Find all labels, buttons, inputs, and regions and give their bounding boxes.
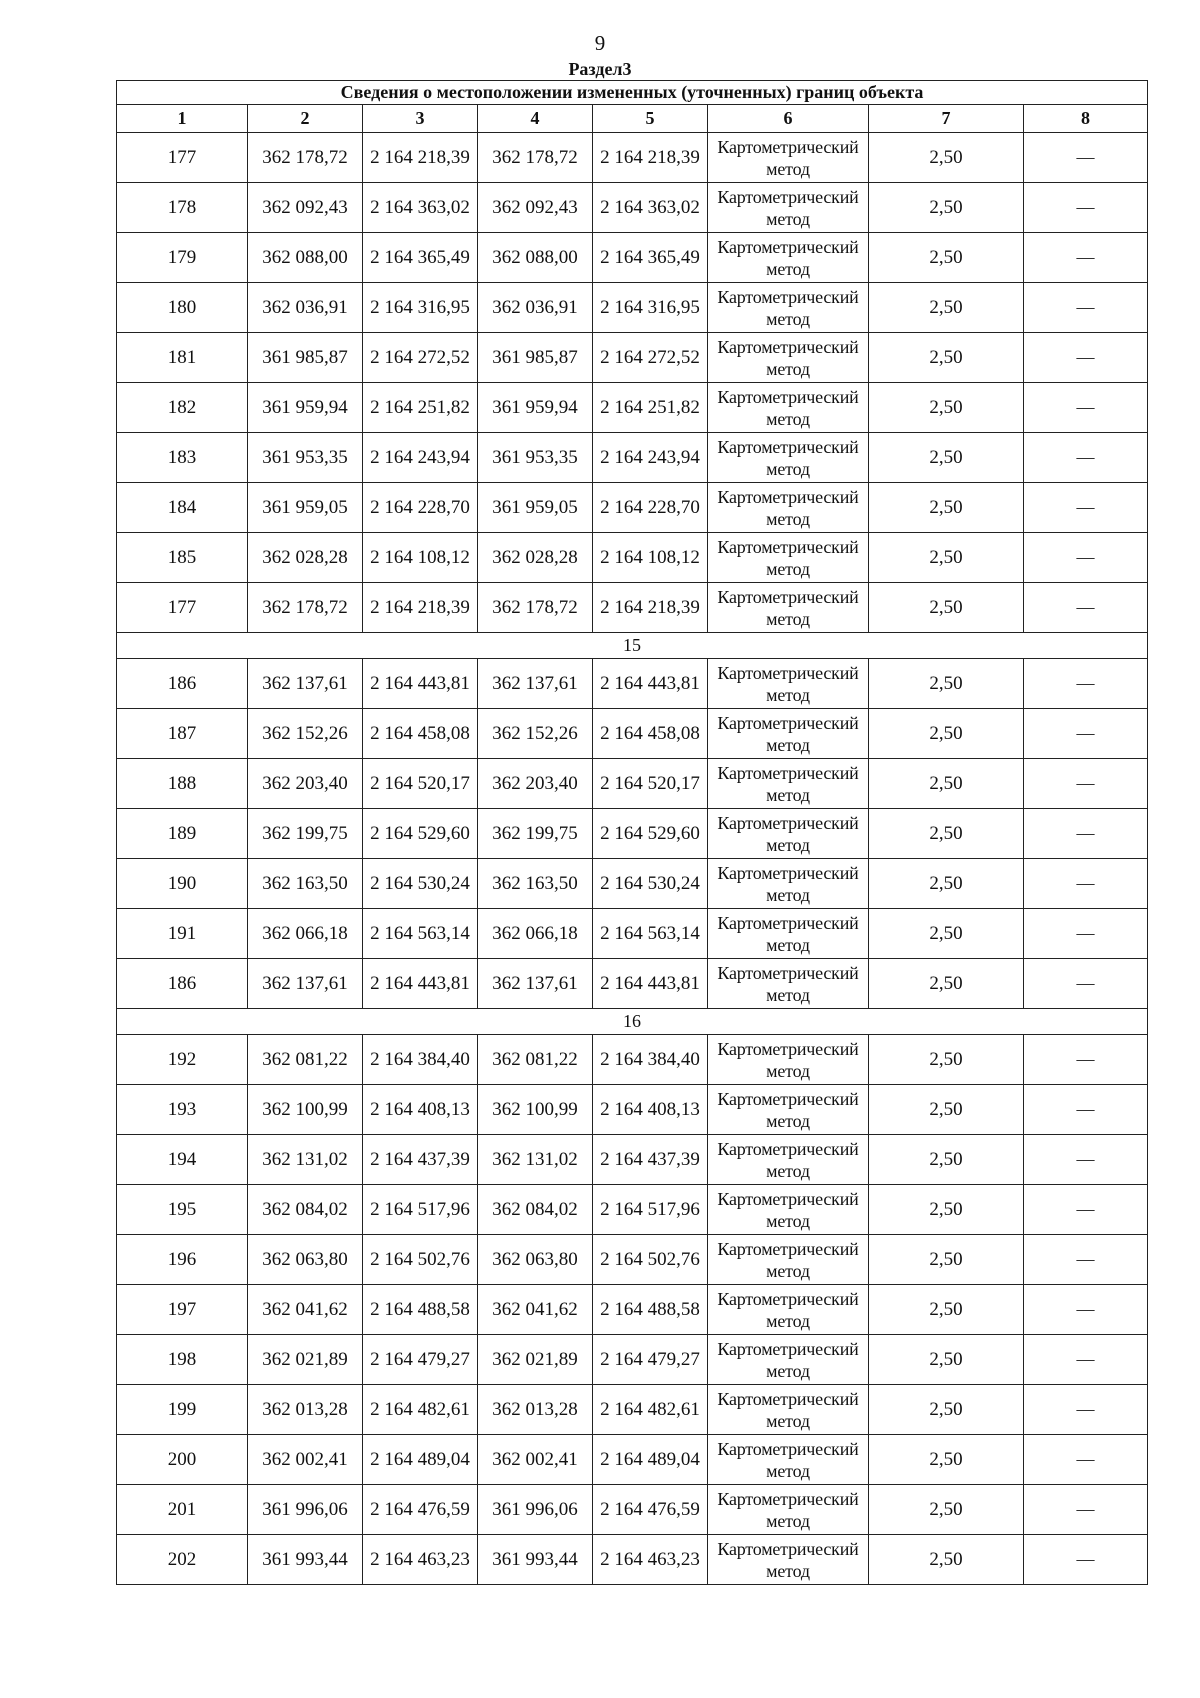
description-cell: — — [1024, 759, 1148, 809]
description-cell: — — [1024, 1435, 1148, 1485]
point-number-cell: 198 — [117, 1335, 248, 1385]
x-new-cell: 362 002,41 — [478, 1435, 593, 1485]
description-cell: — — [1024, 809, 1148, 859]
description-cell: — — [1024, 859, 1148, 909]
accuracy-cell: 2,50 — [869, 583, 1024, 633]
point-number-cell: 195 — [117, 1185, 248, 1235]
method-cell: Картометрический метод — [708, 183, 869, 233]
x-existing-cell: 362 066,18 — [248, 909, 363, 959]
table-row — [117, 583, 1148, 633]
description-cell: — — [1024, 1485, 1148, 1535]
method-cell: Картометрический метод — [708, 1235, 869, 1285]
x-existing-cell: 362 100,99 — [248, 1085, 363, 1135]
table-row — [117, 959, 1148, 1009]
accuracy-cell: 2,50 — [869, 1135, 1024, 1185]
point-number-cell: 181 — [117, 333, 248, 383]
x-existing-cell: 362 131,02 — [248, 1135, 363, 1185]
table-row — [117, 1185, 1148, 1235]
method-cell: Картометрический метод — [708, 583, 869, 633]
y-new-cell: 2 164 365,49 — [593, 233, 708, 283]
x-new-cell: 362 084,02 — [478, 1185, 593, 1235]
y-existing-cell: 2 164 563,14 — [363, 909, 478, 959]
x-existing-cell: 362 041,62 — [248, 1285, 363, 1335]
table-row — [117, 383, 1148, 433]
description-cell: — — [1024, 909, 1148, 959]
y-existing-cell: 2 164 502,76 — [363, 1235, 478, 1285]
table-row — [117, 433, 1148, 483]
method-cell: Картометрический метод — [708, 1485, 869, 1535]
table-row — [117, 1285, 1148, 1335]
x-existing-cell: 361 959,94 — [248, 383, 363, 433]
contour-number: 16 — [117, 1009, 1148, 1035]
x-new-cell: 362 137,61 — [478, 659, 593, 709]
table-row — [117, 1335, 1148, 1385]
contour-number: 15 — [117, 633, 1148, 659]
y-new-cell: 2 164 272,52 — [593, 333, 708, 383]
y-existing-cell: 2 164 363,02 — [363, 183, 478, 233]
y-existing-cell: 2 164 108,12 — [363, 533, 478, 583]
y-new-cell: 2 164 251,82 — [593, 383, 708, 433]
description-cell: — — [1024, 1135, 1148, 1185]
x-new-cell: 361 959,94 — [478, 383, 593, 433]
accuracy-cell: 2,50 — [869, 433, 1024, 483]
method-cell: Картометрический метод — [708, 709, 869, 759]
point-number-cell: 186 — [117, 959, 248, 1009]
y-existing-cell: 2 164 272,52 — [363, 333, 478, 383]
x-new-cell: 362 199,75 — [478, 809, 593, 859]
description-cell: — — [1024, 233, 1148, 283]
y-new-cell: 2 164 384,40 — [593, 1035, 708, 1085]
x-existing-cell: 362 203,40 — [248, 759, 363, 809]
point-number-cell: 179 — [117, 233, 248, 283]
method-cell: Картометрический метод — [708, 1535, 869, 1585]
x-new-cell: 362 100,99 — [478, 1085, 593, 1135]
x-new-cell: 361 953,35 — [478, 433, 593, 483]
y-new-cell: 2 164 316,95 — [593, 283, 708, 333]
accuracy-cell: 2,50 — [869, 1335, 1024, 1385]
table-row — [117, 1235, 1148, 1285]
method-cell: Картометрический метод — [708, 433, 869, 483]
accuracy-cell: 2,50 — [869, 659, 1024, 709]
table-row — [117, 183, 1148, 233]
y-existing-cell: 2 164 218,39 — [363, 583, 478, 633]
x-new-cell: 362 013,28 — [478, 1385, 593, 1435]
point-number-cell: 185 — [117, 533, 248, 583]
y-new-cell: 2 164 458,08 — [593, 709, 708, 759]
description-cell: — — [1024, 383, 1148, 433]
accuracy-cell: 2,50 — [869, 183, 1024, 233]
point-number-cell: 184 — [117, 483, 248, 533]
point-number-cell: 183 — [117, 433, 248, 483]
y-existing-cell: 2 164 517,96 — [363, 1185, 478, 1235]
point-number-cell: 199 — [117, 1385, 248, 1435]
table-row — [117, 1535, 1148, 1585]
y-new-cell: 2 164 530,24 — [593, 859, 708, 909]
x-existing-cell: 362 084,02 — [248, 1185, 363, 1235]
method-cell: Картометрический метод — [708, 533, 869, 583]
method-cell: Картометрический метод — [708, 909, 869, 959]
accuracy-cell: 2,50 — [869, 1485, 1024, 1535]
point-number-cell: 178 — [117, 183, 248, 233]
method-cell: Картометрический метод — [708, 1385, 869, 1435]
accuracy-cell: 2,50 — [869, 859, 1024, 909]
description-cell: — — [1024, 1235, 1148, 1285]
table-row — [117, 759, 1148, 809]
y-new-cell: 2 164 408,13 — [593, 1085, 708, 1135]
accuracy-cell: 2,50 — [869, 1235, 1024, 1285]
x-existing-cell: 361 985,87 — [248, 333, 363, 383]
description-cell: — — [1024, 959, 1148, 1009]
y-new-cell: 2 164 479,27 — [593, 1335, 708, 1385]
y-existing-cell: 2 164 479,27 — [363, 1335, 478, 1385]
x-new-cell: 362 178,72 — [478, 133, 593, 183]
x-existing-cell: 362 002,41 — [248, 1435, 363, 1485]
y-existing-cell: 2 164 218,39 — [363, 133, 478, 183]
y-existing-cell: 2 164 251,82 — [363, 383, 478, 433]
y-existing-cell: 2 164 243,94 — [363, 433, 478, 483]
section-title: Раздел3 — [568, 59, 632, 79]
point-number-cell: 182 — [117, 383, 248, 433]
point-number-cell: 192 — [117, 1035, 248, 1085]
column-header: 7 — [869, 105, 1024, 133]
point-number-cell: 200 — [117, 1435, 248, 1485]
method-cell: Картометрический метод — [708, 759, 869, 809]
method-cell: Картометрический метод — [708, 809, 869, 859]
description-cell: — — [1024, 283, 1148, 333]
method-cell: Картометрический метод — [708, 283, 869, 333]
x-new-cell: 362 092,43 — [478, 183, 593, 233]
y-existing-cell: 2 164 316,95 — [363, 283, 478, 333]
x-new-cell: 362 036,91 — [478, 283, 593, 333]
y-existing-cell: 2 164 476,59 — [363, 1485, 478, 1535]
y-existing-cell: 2 164 408,13 — [363, 1085, 478, 1135]
method-cell: Картометрический метод — [708, 1335, 869, 1385]
x-new-cell: 362 163,50 — [478, 859, 593, 909]
x-existing-cell: 362 199,75 — [248, 809, 363, 859]
point-number-cell: 202 — [117, 1535, 248, 1585]
x-existing-cell: 362 088,00 — [248, 233, 363, 283]
y-new-cell: 2 164 218,39 — [593, 133, 708, 183]
accuracy-cell: 2,50 — [869, 709, 1024, 759]
y-existing-cell: 2 164 489,04 — [363, 1435, 478, 1485]
x-existing-cell: 361 993,44 — [248, 1535, 363, 1585]
accuracy-cell: 2,50 — [869, 1085, 1024, 1135]
accuracy-cell: 2,50 — [869, 1285, 1024, 1335]
x-new-cell: 362 063,80 — [478, 1235, 593, 1285]
x-existing-cell: 361 959,05 — [248, 483, 363, 533]
x-new-cell: 362 178,72 — [478, 583, 593, 633]
y-existing-cell: 2 164 530,24 — [363, 859, 478, 909]
y-new-cell: 2 164 363,02 — [593, 183, 708, 233]
x-existing-cell: 362 092,43 — [248, 183, 363, 233]
accuracy-cell: 2,50 — [869, 1535, 1024, 1585]
x-new-cell: 361 985,87 — [478, 333, 593, 383]
x-existing-cell: 362 013,28 — [248, 1385, 363, 1435]
method-cell: Картометрический метод — [708, 659, 869, 709]
y-new-cell: 2 164 529,60 — [593, 809, 708, 859]
accuracy-cell: 2,50 — [869, 333, 1024, 383]
accuracy-cell: 2,50 — [869, 483, 1024, 533]
accuracy-cell: 2,50 — [869, 1435, 1024, 1485]
method-cell: Картометрический метод — [708, 133, 869, 183]
method-cell: Картометрический метод — [708, 1035, 869, 1085]
method-cell: Картометрический метод — [708, 1285, 869, 1335]
accuracy-cell: 2,50 — [869, 283, 1024, 333]
y-new-cell: 2 164 437,39 — [593, 1135, 708, 1185]
table-row — [117, 809, 1148, 859]
table-row — [117, 1435, 1148, 1485]
table-row — [117, 283, 1148, 333]
point-number-cell: 186 — [117, 659, 248, 709]
point-number-cell: 191 — [117, 909, 248, 959]
point-number-cell: 193 — [117, 1085, 248, 1135]
accuracy-cell: 2,50 — [869, 1035, 1024, 1085]
description-cell: — — [1024, 1085, 1148, 1135]
x-existing-cell: 362 036,91 — [248, 283, 363, 333]
description-cell: — — [1024, 583, 1148, 633]
x-new-cell: 362 203,40 — [478, 759, 593, 809]
accuracy-cell: 2,50 — [869, 533, 1024, 583]
method-cell: Картометрический метод — [708, 959, 869, 1009]
method-cell: Картометрический метод — [708, 333, 869, 383]
y-new-cell: 2 164 108,12 — [593, 533, 708, 583]
y-new-cell: 2 164 476,59 — [593, 1485, 708, 1535]
coordinates-table — [116, 80, 1148, 1585]
x-existing-cell: 361 953,35 — [248, 433, 363, 483]
x-new-cell: 362 088,00 — [478, 233, 593, 283]
table-row — [117, 133, 1148, 183]
y-existing-cell: 2 164 488,58 — [363, 1285, 478, 1335]
table-row — [117, 659, 1148, 709]
y-new-cell: 2 164 517,96 — [593, 1185, 708, 1235]
point-number-cell: 177 — [117, 133, 248, 183]
y-existing-cell: 2 164 520,17 — [363, 759, 478, 809]
accuracy-cell: 2,50 — [869, 133, 1024, 183]
point-number-cell: 189 — [117, 809, 248, 859]
y-existing-cell: 2 164 228,70 — [363, 483, 478, 533]
method-cell: Картометрический метод — [708, 1435, 869, 1485]
method-cell: Картометрический метод — [708, 483, 869, 533]
description-cell: — — [1024, 709, 1148, 759]
description-cell: — — [1024, 1535, 1148, 1585]
y-new-cell: 2 164 228,70 — [593, 483, 708, 533]
column-number-row — [117, 105, 1148, 133]
y-existing-cell: 2 164 443,81 — [363, 959, 478, 1009]
description-cell: — — [1024, 433, 1148, 483]
accuracy-cell: 2,50 — [869, 1185, 1024, 1235]
x-existing-cell: 362 028,28 — [248, 533, 363, 583]
y-new-cell: 2 164 218,39 — [593, 583, 708, 633]
accuracy-cell: 2,50 — [869, 1385, 1024, 1435]
table-row — [117, 483, 1148, 533]
y-new-cell: 2 164 482,61 — [593, 1385, 708, 1435]
point-number-cell: 194 — [117, 1135, 248, 1185]
method-cell: Картометрический метод — [708, 859, 869, 909]
table-row — [117, 1085, 1148, 1135]
x-existing-cell: 362 178,72 — [248, 133, 363, 183]
x-new-cell: 361 959,05 — [478, 483, 593, 533]
accuracy-cell: 2,50 — [869, 759, 1024, 809]
description-cell: — — [1024, 1285, 1148, 1335]
table-caption: Сведения о местоположении измененных (уточненных) границ объекта — [117, 81, 1148, 105]
table-row — [117, 233, 1148, 283]
x-new-cell: 362 041,62 — [478, 1285, 593, 1335]
y-existing-cell: 2 164 437,39 — [363, 1135, 478, 1185]
column-header: 8 — [1024, 105, 1148, 133]
table-row — [117, 533, 1148, 583]
accuracy-cell: 2,50 — [869, 233, 1024, 283]
x-existing-cell: 362 152,26 — [248, 709, 363, 759]
description-cell: — — [1024, 1035, 1148, 1085]
y-existing-cell: 2 164 365,49 — [363, 233, 478, 283]
y-new-cell: 2 164 443,81 — [593, 959, 708, 1009]
accuracy-cell: 2,50 — [869, 383, 1024, 433]
table-body — [117, 133, 1148, 1585]
y-new-cell: 2 164 563,14 — [593, 909, 708, 959]
table-row — [117, 859, 1148, 909]
x-new-cell: 362 066,18 — [478, 909, 593, 959]
description-cell: — — [1024, 333, 1148, 383]
x-existing-cell: 362 178,72 — [248, 583, 363, 633]
x-existing-cell: 362 137,61 — [248, 659, 363, 709]
column-header: 6 — [708, 105, 869, 133]
column-header: 4 — [478, 105, 593, 133]
table-row — [117, 709, 1148, 759]
y-new-cell: 2 164 502,76 — [593, 1235, 708, 1285]
x-existing-cell: 362 021,89 — [248, 1335, 363, 1385]
x-existing-cell: 362 137,61 — [248, 959, 363, 1009]
y-new-cell: 2 164 520,17 — [593, 759, 708, 809]
point-number-cell: 196 — [117, 1235, 248, 1285]
description-cell: — — [1024, 1385, 1148, 1435]
table-row — [117, 1385, 1148, 1435]
point-number-cell: 187 — [117, 709, 248, 759]
y-existing-cell: 2 164 384,40 — [363, 1035, 478, 1085]
x-new-cell: 362 152,26 — [478, 709, 593, 759]
column-header: 3 — [363, 105, 478, 133]
contour-group-row — [117, 633, 1148, 659]
x-existing-cell: 362 063,80 — [248, 1235, 363, 1285]
point-number-cell: 180 — [117, 283, 248, 333]
y-existing-cell: 2 164 529,60 — [363, 809, 478, 859]
table-row — [117, 909, 1148, 959]
table-caption-row — [117, 81, 1148, 105]
point-number-cell: 201 — [117, 1485, 248, 1535]
description-cell: — — [1024, 1185, 1148, 1235]
point-number-cell: 197 — [117, 1285, 248, 1335]
y-new-cell: 2 164 463,23 — [593, 1535, 708, 1585]
x-existing-cell: 362 163,50 — [248, 859, 363, 909]
y-existing-cell: 2 164 458,08 — [363, 709, 478, 759]
x-new-cell: 362 137,61 — [478, 959, 593, 1009]
accuracy-cell: 2,50 — [869, 909, 1024, 959]
description-cell: — — [1024, 1335, 1148, 1385]
method-cell: Картометрический метод — [708, 383, 869, 433]
method-cell: Картометрический метод — [708, 1135, 869, 1185]
column-header: 2 — [248, 105, 363, 133]
accuracy-cell: 2,50 — [869, 959, 1024, 1009]
x-new-cell: 362 021,89 — [478, 1335, 593, 1385]
column-header: 5 — [593, 105, 708, 133]
table-row — [117, 1485, 1148, 1535]
y-existing-cell: 2 164 463,23 — [363, 1535, 478, 1585]
accuracy-cell: 2,50 — [869, 809, 1024, 859]
x-new-cell: 361 996,06 — [478, 1485, 593, 1535]
method-cell: Картометрический метод — [708, 1085, 869, 1135]
point-number-cell: 177 — [117, 583, 248, 633]
point-number-cell: 190 — [117, 859, 248, 909]
y-new-cell: 2 164 489,04 — [593, 1435, 708, 1485]
column-header: 1 — [117, 105, 248, 133]
contour-group-row — [117, 1009, 1148, 1035]
table-row — [117, 1135, 1148, 1185]
description-cell: — — [1024, 133, 1148, 183]
point-number-cell: 188 — [117, 759, 248, 809]
y-new-cell: 2 164 488,58 — [593, 1285, 708, 1335]
description-cell: — — [1024, 483, 1148, 533]
method-cell: Картометрический метод — [708, 233, 869, 283]
x-existing-cell: 362 081,22 — [248, 1035, 363, 1085]
x-new-cell: 361 993,44 — [478, 1535, 593, 1585]
description-cell: — — [1024, 659, 1148, 709]
description-cell: — — [1024, 533, 1148, 583]
table-row — [117, 1035, 1148, 1085]
y-new-cell: 2 164 443,81 — [593, 659, 708, 709]
description-cell: — — [1024, 183, 1148, 233]
method-cell: Картометрический метод — [708, 1185, 869, 1235]
y-existing-cell: 2 164 443,81 — [363, 659, 478, 709]
y-new-cell: 2 164 243,94 — [593, 433, 708, 483]
x-existing-cell: 361 996,06 — [248, 1485, 363, 1535]
x-new-cell: 362 081,22 — [478, 1035, 593, 1085]
table-row — [117, 333, 1148, 383]
y-existing-cell: 2 164 482,61 — [363, 1385, 478, 1435]
x-new-cell: 362 131,02 — [478, 1135, 593, 1185]
page-number: 9 — [594, 31, 606, 55]
x-new-cell: 362 028,28 — [478, 533, 593, 583]
